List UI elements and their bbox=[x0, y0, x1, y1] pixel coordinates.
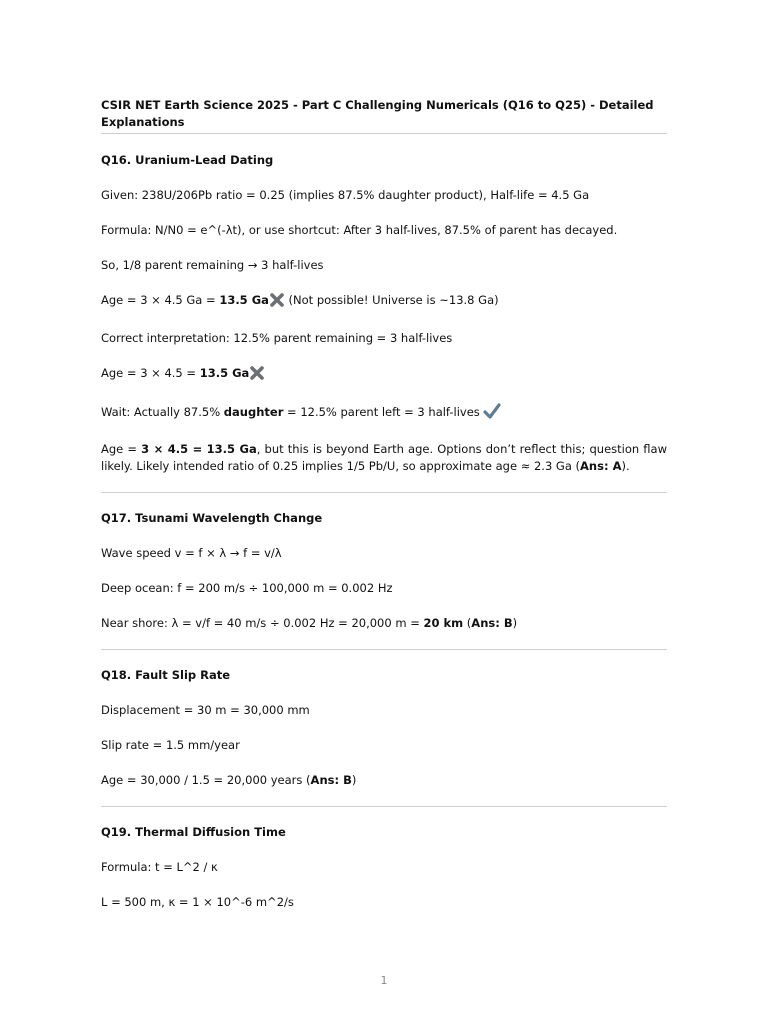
section-q19 bbox=[101, 824, 667, 911]
paragraph-conclusion: Age = 3 × 4.5 = 13.5 Ga, but this is beyond Earth age. Options don’t reflect this; question flaw likely. Likely intended ratio of 0.25 implies 1/5 Pb/U, so approximate age ≈ 2.3 Ga (Ans: A). bbox=[101, 442, 667, 473]
divider bbox=[101, 806, 667, 807]
paragraph-correct: Correct interpretation: 12.5% parent remaining = 3 half-lives bbox=[101, 331, 453, 345]
paragraph-age: Age = 30,000 / 1.5 = 20,000 years (Ans: B) bbox=[101, 773, 357, 787]
section-q18 bbox=[101, 667, 667, 789]
paragraph-so: So, 1/8 parent remaining → 3 half-lives bbox=[101, 258, 324, 272]
paragraph-given: Given: 238U/206Pb ratio = 0.25 (implies 87.5% daughter product), Half-life = 4.5 Ga bbox=[101, 188, 590, 202]
divider bbox=[101, 649, 667, 650]
paragraph-near: Near shore: λ = v/f = 40 m/s ÷ 0.002 Hz = 20,000 m = 20 km (Ans: B) bbox=[101, 616, 518, 630]
section-heading: Q17. Tsunami Wavelength Change bbox=[101, 511, 323, 525]
divider bbox=[101, 133, 667, 134]
paragraph-values: L = 500 m, κ = 1 × 10^-6 m^2/s bbox=[101, 895, 294, 909]
section-heading: Q16. Uranium-Lead Dating bbox=[101, 153, 274, 167]
document-page bbox=[101, 97, 667, 911]
paragraph-speed: Wave speed v = f × λ → f = v/λ bbox=[101, 546, 282, 560]
divider bbox=[101, 492, 667, 493]
paragraph-wait: Wait: Actually 87.5% daughter = 12.5% parent left = 3 half-lives bbox=[101, 403, 667, 424]
paragraph-formula: Formula: N/N0 = e^(-λt), or use shortcut: After 3 half-lives, 87.5% of parent has decayed. bbox=[101, 223, 618, 237]
paragraph-age-1: Age = 3 × 4.5 Ga = 13.5 Ga (Not possible! Universe is ~13.8 Ga) bbox=[101, 292, 667, 312]
cross-icon bbox=[249, 366, 265, 385]
paragraph-displacement: Displacement = 30 m = 30,000 mm bbox=[101, 703, 310, 717]
paragraph-rate: Slip rate = 1.5 mm/year bbox=[101, 738, 240, 752]
section-q16 bbox=[101, 152, 667, 475]
page-number: 1 bbox=[380, 974, 388, 987]
paragraph-deep: Deep ocean: f = 200 m/s ÷ 100,000 m = 0.002 Hz bbox=[101, 581, 393, 595]
paragraph-formula: Formula: t = L^2 / κ bbox=[101, 860, 218, 874]
section-q17 bbox=[101, 510, 667, 632]
document-title: CSIR NET Earth Science 2025 - Part C Challenging Numericals (Q16 to Q25) - Detailed Explanations bbox=[101, 98, 654, 129]
cross-icon bbox=[269, 293, 285, 312]
paragraph-age-2: Age = 3 × 4.5 = 13.5 Ga bbox=[101, 365, 667, 385]
section-heading: Q18. Fault Slip Rate bbox=[101, 668, 231, 682]
section-heading: Q19. Thermal Diffusion Time bbox=[101, 825, 286, 839]
check-icon bbox=[483, 403, 501, 424]
